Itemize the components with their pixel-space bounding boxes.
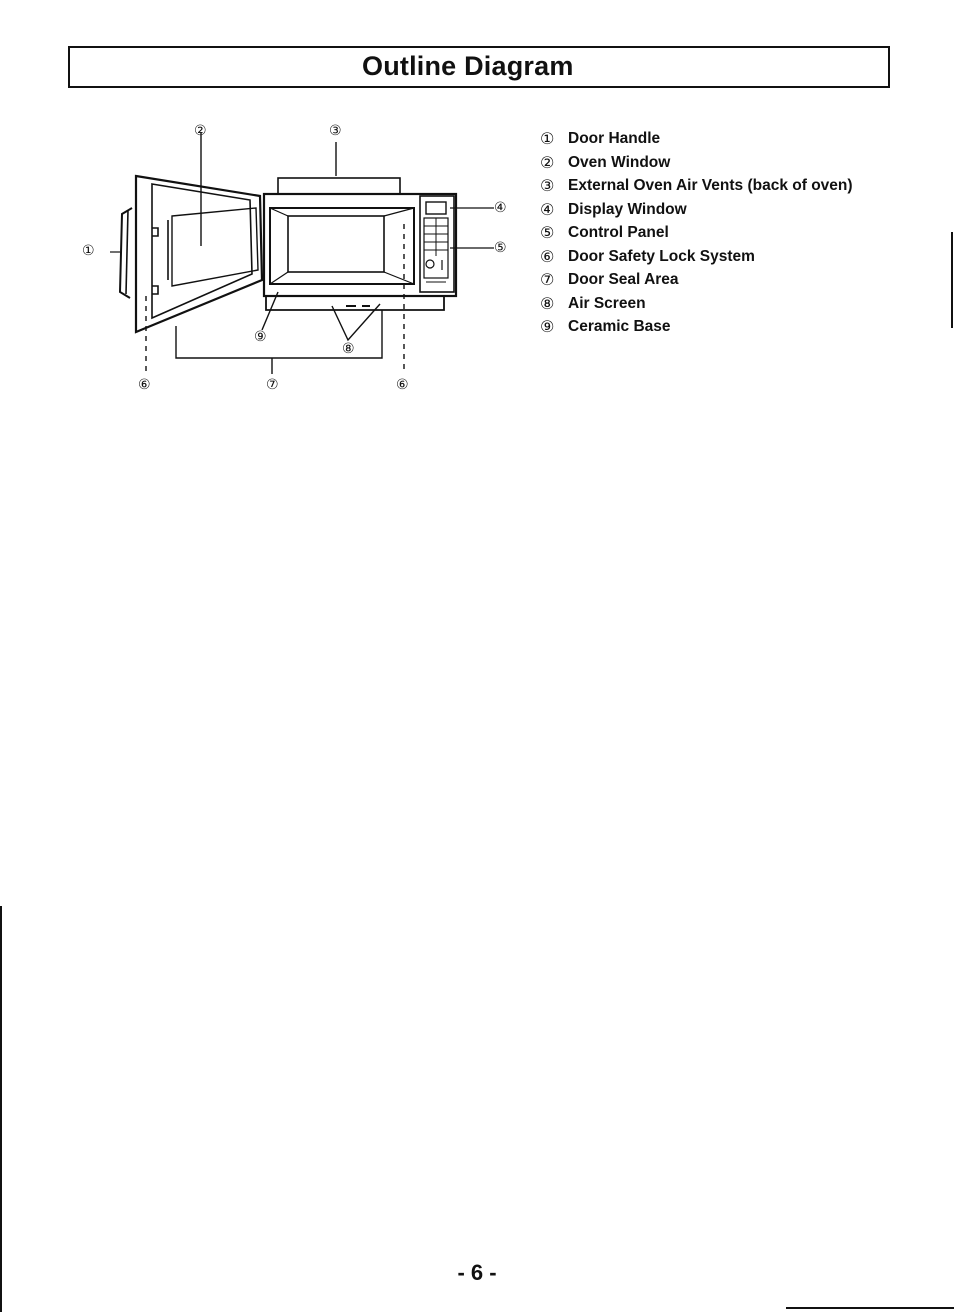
legend-number: ⑥ xyxy=(540,246,555,266)
legend-item xyxy=(540,268,940,292)
legend-label: Display Window xyxy=(568,200,687,218)
legend-item xyxy=(540,315,940,339)
right-edge-mark xyxy=(951,232,953,328)
outline-diagram xyxy=(70,120,530,410)
legend-label: Control Panel xyxy=(568,224,669,241)
callout-6-left: ⑥ xyxy=(138,377,151,393)
page-number: - 6 - xyxy=(457,1260,497,1285)
legend-number: ⑧ xyxy=(540,293,555,313)
legend-number: ③ xyxy=(540,176,555,195)
page-title: Outline Diagram xyxy=(362,51,574,81)
legend-label: Ceramic Base xyxy=(568,318,671,335)
left-edge-mark xyxy=(0,906,2,1312)
legend-number: ⑨ xyxy=(540,317,555,336)
legend-label: Door Handle xyxy=(568,130,661,147)
legend-item xyxy=(540,292,940,316)
legend-item xyxy=(540,245,940,269)
legend-label: External Oven Air Vents (back of oven) xyxy=(568,177,853,194)
parts-legend xyxy=(540,127,940,339)
legend-number: ⑤ xyxy=(540,223,555,242)
legend-item xyxy=(540,127,940,151)
legend-label: Door Safety Lock System xyxy=(568,247,755,265)
bottom-edge-mark xyxy=(786,1307,954,1309)
callout-1: ① xyxy=(82,243,95,259)
legend-item xyxy=(540,151,940,175)
callout-9: ⑨ xyxy=(254,329,267,345)
callout-7: ⑦ xyxy=(266,377,279,393)
top-vent-shape xyxy=(278,178,400,194)
legend-item xyxy=(540,198,940,222)
callout-5: ⑤ xyxy=(494,240,507,256)
callout-3: ③ xyxy=(329,123,342,139)
legend-number: ① xyxy=(540,129,555,148)
callout-8: ⑧ xyxy=(342,341,355,357)
legend-label: Air Screen xyxy=(568,294,646,312)
title-box xyxy=(68,46,890,88)
legend-number: ② xyxy=(540,152,555,172)
display-window-shape xyxy=(426,202,446,214)
callout-4: ④ xyxy=(494,200,507,216)
callout-2: ② xyxy=(194,123,207,139)
legend-label: Oven Window xyxy=(568,153,671,171)
legend-number: ④ xyxy=(540,199,555,219)
legend-item xyxy=(540,174,940,198)
callout-6-right: ⑥ xyxy=(396,377,409,393)
legend-label: Door Seal Area xyxy=(568,271,679,288)
oven-body-shape xyxy=(264,194,456,296)
door-window-shape xyxy=(172,208,258,286)
legend-item xyxy=(540,221,940,245)
ceramic-base-shape xyxy=(266,296,444,310)
legend-number: ⑦ xyxy=(540,270,555,289)
microwave-illustration xyxy=(70,120,530,410)
